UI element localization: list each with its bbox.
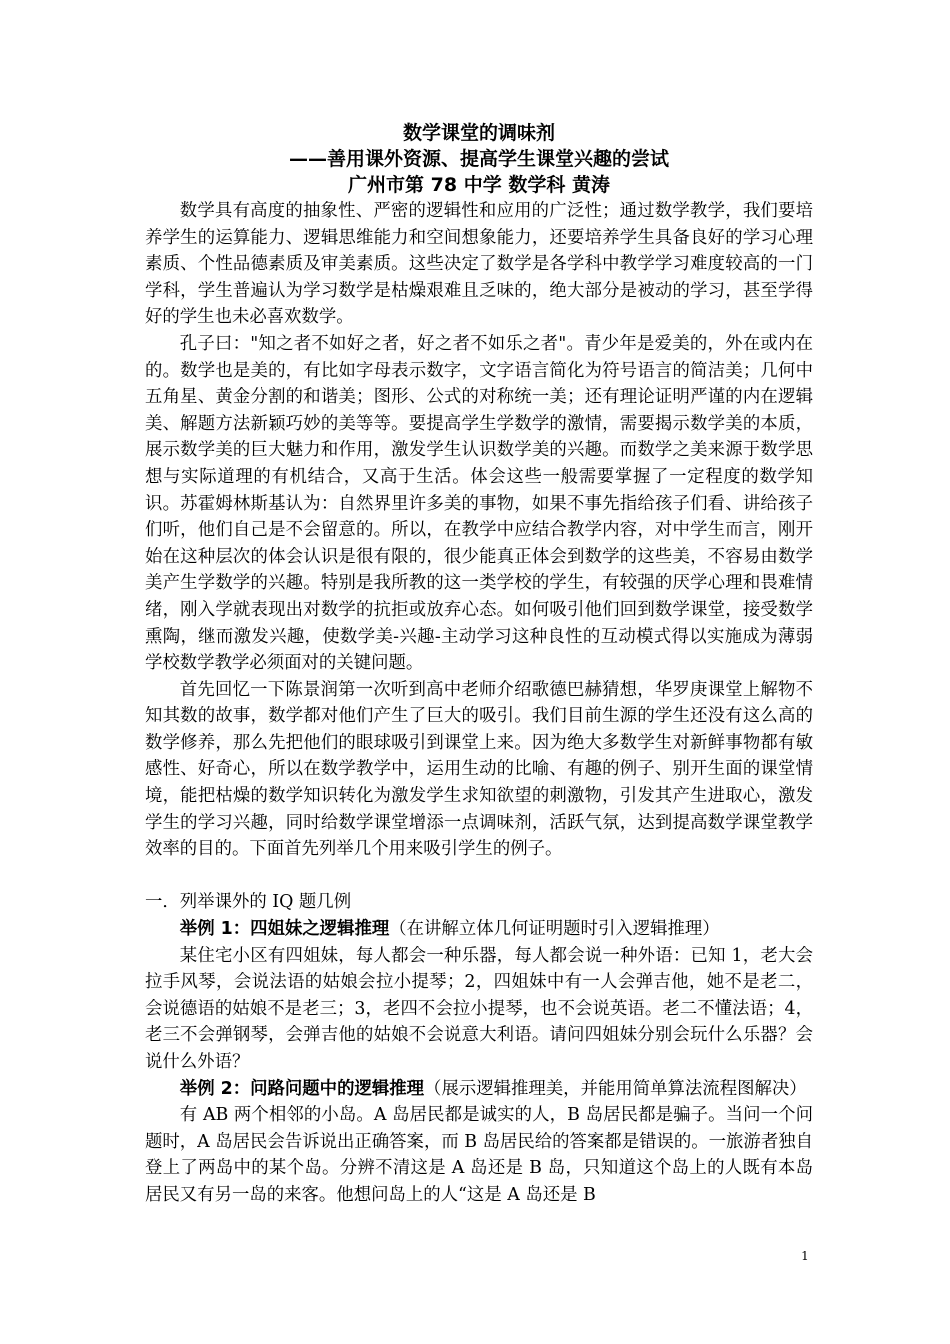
example-2-heading: [145, 1076, 813, 1103]
document-subtitle: ——善用课外资源、提高学生课堂兴趣的尝试: [288, 148, 669, 170]
example-2-text: 有 AB 两个相邻的小岛。A 岛居民都是诚实的人，B 岛居民都是骗子。当问一个问题时，A 岛居民会告诉说出正确答案，而 B 岛居民给的答案都是错误的。一旅游者独自登上了两岛中的某个岛。分辨不清这是 A 岛还是 B 岛，只知道这个岛上的人既有本岛居民又有另一岛的来客。他想问岛上的人“这是 A 岛还是 B: [145, 1105, 813, 1205]
paragraph-recall: 首先回忆一下陈景润第一次听到高中老师介绍歌德巴赫猜想，华罗庚课堂上解物不知其数的故事，数学都对他们产生了巨大的吸引。我们目前生源的学生还没有这么高的数学修养，那么先把他们的眼球吸引到课堂上来。因为绝大多数学生对新鲜事物都有敏感性、好奇心，所以在数学教学中，运用生动的比喻、有趣的例子、别开生面的课堂情境，能把枯燥的数学知识转化为激发学生求知欲望的刺激物，引发其产生进取心，激发学生的学习兴趣，同时给数学课堂增添一点调味剂，活跃气氛，达到提高数学课堂教学效率的目的。下面首先列举几个用来吸引学生的例子。: [145, 679, 813, 860]
example-1-note: （在讲解立体几何证明题时引入逻辑推理）: [389, 919, 720, 940]
page-number: 1: [801, 1249, 809, 1263]
example-1-heading: [145, 916, 813, 943]
paragraph-intro: 数学具有高度的抽象性、严密的逻辑性和应用的广泛性；通过数学教学，我们要培养学生的运算能力、逻辑思维能力和空间想象能力，还要培养学生具备良好的学习心理素质、个性品德素质及审美素质。这些决定了数学是各学科中教学学习难度较高的一门学科，学生普遍认为学习数学是枯燥艰难且乏味的，绝大部分是被动的学习，甚至学得好的学生也未必喜欢数学。: [145, 201, 813, 328]
blank-line: [145, 863, 813, 890]
example-1-label: 举例 1：四姐妹之逻辑推理: [179, 919, 390, 940]
example-2-note: （展示逻辑推理美，并能用简单算法流程图解决）: [424, 1078, 807, 1099]
document-body: [145, 198, 813, 1209]
example-1-text: 某住宅小区有四姐妹，每人都会一种乐器，每人都会说一种外语：已知 1，老大会拉手风琴，会说法语的姑娘会拉小提琴；2，四姐妹中有一人会弹吉他，她不是老二，会说德语的姑娘不是老三；3，老四不会拉小提琴，也不会说英语。老二不懂法语；4，老三不会弹钢琴，会弹吉他的姑娘不会说意大利语。请问四姐妹分别会玩什么乐器？会说什么外语？: [145, 945, 813, 1072]
paragraph-confucius: 孔子曰："知之者不如好之者，好之者不如乐之者"。青少年是爱美的，外在或内在的。数学也是美的，有比如字母表示数字，文字语言简化为符号语言的简洁美；几何中五角星、黄金分割的和谐美；图形、公式的对称统一美；还有理论证明严谨的内在逻辑美、解题方法新颖巧妙的美等等。要提高学生学数学的激情，需要揭示数学美的本质，展示数学美的巨大魅力和作用，激发学生认识数学美的兴趣。而数学之美来源于数学思想与实际道理的有机结合，又高于生活。体会这些一般需要掌握了一定程度的数学知识。苏霍姆林斯基认为：自然界里许多美的事物，如果不事先指给孩子们看、讲给孩子们听，他们自己是不会留意的。所以，在教学中应结合教学内容，对中学生而言，刚开始在这种层次的体会认识是很有限的，很少能真正体会到数学的这些美，不容易由数学美产生学数学的兴趣。特别是我所教的这一类学校的学生，有较强的厌学心理和畏难情绪，刚入学就表现出对数学的抗拒或放弃心态。如何吸引他们回到数学课堂，接受数学熏陶，继而激发兴趣，使数学美-兴趣-主动学习这种良性的互动模式得以实施成为薄弱学校数学教学必须面对的关键问题。: [145, 333, 813, 674]
document-author: 广州市第 78 中学 数学科 黄涛: [348, 174, 610, 196]
title-block: [145, 120, 813, 198]
document-title: 数学课堂的调味剂: [402, 122, 555, 144]
section-heading: 一．列举课外的 IQ 题几例: [145, 892, 352, 913]
example-2-label: 举例 2：问路问题中的逻辑推理: [179, 1078, 425, 1099]
